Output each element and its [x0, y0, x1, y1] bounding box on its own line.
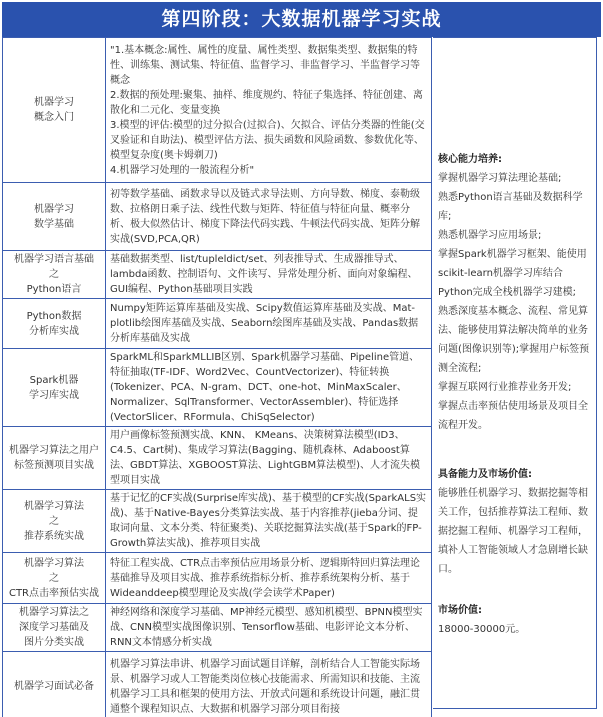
- module-content: 特征工程实战、CTR点击率预估应用场景分析、逻辑斯特回归算法理论基础推导及项目实战、推荐系统指标分析、推荐系统架构分析、基于Wideanddeep模型理论及实战(学会读学术Paper): [106, 553, 432, 604]
- market-value-text: 18000-30000元。: [438, 624, 526, 635]
- table-row: [3, 251, 432, 299]
- module-name: 机器学习算法之用户 标签预测项目实战: [3, 427, 106, 490]
- table-row: [3, 38, 432, 183]
- module-name: 机器学习语言基础 之 Python语言: [3, 251, 106, 299]
- table-row: [3, 604, 432, 652]
- table-row: [3, 652, 432, 717]
- module-content: Numpy矩阵运算库基础及实战、Scipy数值运算库基础及实战、Mat-plotlib绘图库基础及实战、Seaborn绘图库基础及实战、Pandas数据分析库基础及实战: [106, 299, 432, 349]
- module-name: Spark机器 学习库实战: [3, 349, 106, 427]
- table-row: [3, 183, 432, 251]
- module-name: 机器学习 概念入门: [3, 38, 106, 183]
- module-content: 神经网络和深度学习基础、MP神经元模型、感知机模型、BPNN模型实战、CNN模型实战图像识别、Tensorflow基础、电影评论文本分析、RNN文本情感分析实战: [106, 604, 432, 652]
- table-row: [3, 553, 432, 604]
- ability-value-heading: 具备能力及市场价值:: [438, 469, 532, 480]
- module-content: 机器学习算法串讲、机器学习面试题目详解，剖析结合人工智能实际场景、机器学习或人工智能类岗位核心技能需求、所需知识和技能、主流机器学习工具和框架的使用方法、开放式问题和系统设计问题，融汇贯通整个课程知识点、大数据和机器学习部分项目衔接: [106, 652, 432, 717]
- module-name: 机器学习面试必备: [3, 652, 106, 717]
- module-name: 机器学习 数学基础: [3, 183, 106, 251]
- table-row: [3, 490, 432, 553]
- module-content: 基于记忆的CF实战(Surprise库实战)、基于模型的CF实战(SparkALS实战)、基于Native-Bayes分类算法实战、基于内容推荐(jieba分词、提取词向量、文本分类、特征聚类)、关联挖掘算法实战(基于Spark的FP-Growth算法实战)、推荐项目实战: [106, 490, 432, 553]
- module-name: 机器学习算法 之 CTR点击率预估实战: [3, 553, 106, 604]
- module-name: 机器学习算法 之 推荐系统实战: [3, 490, 106, 553]
- core-ability-text: 掌握机器学习算法理论基础; 熟悉Python语言基础及数据科学库; 熟悉机器学习应用场景; 掌握Spark机器学习框架、能使用scikit-learn机器学习库结合Python完成全栈机器学习建模; 熟悉深度基本概念、流程、常见算法、能够使用算法解决简单的业务问题(图像识别等);掌握用户标签预测全流程; 掌握互联网行业推荐业务开发; 掌握点击率预估使用场景及项目全流程开发。: [438, 173, 590, 431]
- table-row: [3, 427, 432, 490]
- ability-value-text: 能够胜任机器学习、数据挖掘等相关工作，包括推荐算法工程师、数据挖掘工程师、机器学习工程师，填补人工智能领域人才急剧增长缺口。: [438, 488, 588, 575]
- module-content: 用户画像标签预测实战、KNN、 KMeans、决策树算法模型(ID3、C4.5、Cart树)、集成学习算法(Bagging、随机森林、Adaboost算法、GBDT算法、XGBOOST算法、LightGBM算法模型)、人才流失模型项目实战: [106, 427, 432, 490]
- market-value-heading: 市场价值:: [438, 605, 482, 616]
- core-ability-heading: 核心能力培养:: [438, 154, 502, 165]
- table-row: [3, 299, 432, 349]
- module-content: 基础数据类型、list/tupleldict/set、列表推导式、生成器推导式、lambda函数、控制语句、文件读写、异常处理分析、面向对象编程、GUI编程、Python基础项目实践: [106, 251, 432, 299]
- curriculum-table: [2, 37, 432, 717]
- module-content: 初等数学基础、函数求导以及链式求导法则、方向导数、梯度、泰勒级数、拉格朗日乘子法、线性代数与矩阵、特征值与特征向量、概率分析、极大似然估计、梯度下降法代码实践、牛顿法代码实战、矩阵分解实战(SVD,PCA,QR): [106, 183, 432, 251]
- module-name: Python数据 分析库实战: [3, 299, 106, 349]
- summary-column: [433, 37, 597, 709]
- module-name: 机器学习算法之 深度学习基础及 图片分类实战: [3, 604, 106, 652]
- module-content: SparkML和SparkMLLIB区别、Spark机器学习基础、Pipeline管道、特征抽取(TF-IDF、Word2Vec、CountVectorizer)、特征转换(Tokenizer、PCA、N-gram、DCT、one-hot、MinMaxScaler、Normalizer、SqlTransformer、VectorAssembler)、特征选择(VectorSlicer、RFormula、ChiSqSelector): [106, 349, 432, 427]
- table-row: [3, 349, 432, 427]
- stage-title: 第四阶段：大数据机器学习实战: [2, 2, 601, 37]
- module-content: "1.基本概念:属性、属性的度量、属性类型、数据集类型、数据集的特性、训练集、测试集、特征值、监督学习、非监督学习、半监督学习等概念 2.数据的预处理:聚集、抽样、维度规约、特征子集选择、特征创建、离散化和二元化、变量变换 3.模型的评估:模型的过分拟合(过拟合)、欠拟合、评估分类器的性能(交叉验证和自助法)、模型评估方法、损失函数和风险函数、参数优化等、模型复杂度(奥卡姆剃刀) 4.机器学习处理的一般流程分析": [106, 38, 432, 183]
